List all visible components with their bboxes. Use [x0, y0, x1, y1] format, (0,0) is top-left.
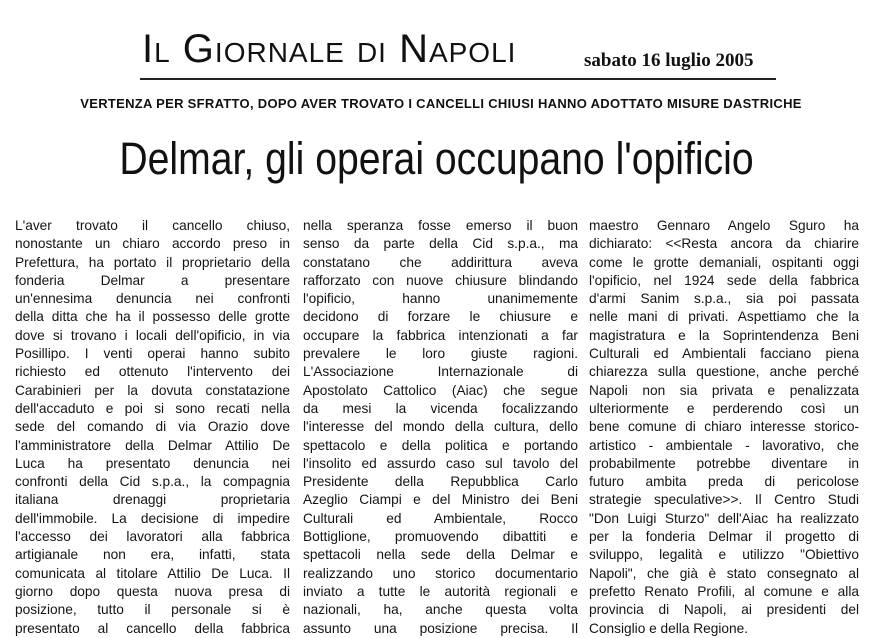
- article-text-line: Presidente della Repubblica Carlo: [303, 474, 578, 490]
- article-text-line: constatano che addirittura aveva: [303, 254, 578, 270]
- article-text-line: prefetto Renato Profili, al comune e alla: [589, 583, 859, 599]
- article-text-line: "Don Luigi Sturzo" dell'Aiac ha realizzato: [589, 510, 859, 526]
- article-text-line: bene comune di chiaro interesse storico-: [589, 419, 859, 435]
- article-text-line: Napoli", che già è stato consegnato al: [589, 565, 859, 581]
- article-text-line: giorno dopo questa nuova presa di: [15, 583, 290, 599]
- article-text-line: comunicata al titolare Attilio De Luca. Il: [15, 565, 290, 581]
- article-text-line: per la fonderia Delmar il progetto di: [589, 529, 859, 545]
- article-text-line: provincia di Napoli, ai presidenti del: [589, 602, 859, 618]
- article-text-line: occupare la fabbrica intenzionati a far: [303, 327, 578, 343]
- article-text-line: nonostante un chiaro accordo preso in: [15, 236, 290, 252]
- article-text-line: confronti della Cid s.p.a., la compagnia: [15, 474, 290, 490]
- article-text-line: Carabinieri per la dovuta constatazione: [15, 382, 290, 398]
- article-text-line: dove si trovano i locali dell'opificio, in via: [15, 327, 290, 343]
- article-text-line: Consiglio e della Regione.: [589, 620, 749, 636]
- article-text-line: l'opificio, nel 1924 sede della fabbrica: [589, 272, 859, 288]
- article-text-line: magistratura e la Soprintendenza Beni: [589, 327, 859, 343]
- article-text-line: L'Associazione Internazionale di: [303, 364, 578, 380]
- article-text-line: Bottiglione, promuovendo dibattiti e: [303, 529, 578, 545]
- article-text-line: ulteriormente e perderendo così un: [589, 400, 859, 416]
- article-text-line: L'aver trovato il cancello chiuso,: [15, 218, 290, 233]
- article-text-line: assunto una posizione precisa. Il: [303, 620, 578, 636]
- article-text-line: maestro Gennaro Angelo Sguro ha: [589, 218, 859, 233]
- article-text-line: rafforzato con nuove chiusure blindando: [303, 272, 578, 288]
- article-text-line: senso da parte della Cid s.p.a., ma: [303, 236, 578, 252]
- article-text-line: l'opificio, hanno unanimemente: [303, 291, 578, 307]
- article-text-line: Napoli non sia privata e penalizzata: [589, 382, 859, 398]
- article-text-line: Culturali ed Ambientali facciano piena: [589, 346, 859, 362]
- article-text-line: chiarezza sulla questione, anche perché: [589, 364, 859, 380]
- article-text-line: Culturali ed Ambientale, Rocco: [303, 510, 578, 526]
- article-text-line: d'armi Sanim s.p.a., sia poi passata: [589, 291, 859, 307]
- article-text-line: Azeglio Ciampi e del Ministro dei Beni: [303, 492, 578, 508]
- article-headline: Delmar, gli operai occupano l'opificio: [119, 133, 754, 184]
- article-text-line: da mesi la vicenda focalizzando: [303, 400, 578, 416]
- article-text-line: sede del comando di via Orazio dove: [15, 419, 290, 435]
- article-text-line: l'insolito ed assurdo caso sul tavolo del: [303, 455, 578, 471]
- article-text-line: probabilmente potrebbe diventare in: [589, 455, 859, 471]
- article-text-line: decidono di forzare le chiusure e: [303, 309, 578, 325]
- article-text-line: italiana drenaggi proprietaria: [15, 492, 290, 508]
- article-text-line: dell'immobile. La decisione di impedire: [15, 510, 290, 526]
- article-text-line: un'ennesima denuncia nei confronti: [15, 291, 290, 307]
- newspaper-masthead: Il Giornale di Napoli: [142, 27, 517, 71]
- article-text-line: spettacolo e della politica e portando: [303, 437, 578, 453]
- article-text-line: nella speranza fosse emerso il buon: [303, 218, 578, 233]
- article-text-line: nelle mani di privati. Aspettiamo che la: [589, 309, 859, 325]
- article-text-line: prevalere le loro giuste ragioni.: [303, 346, 578, 362]
- article-text-line: futuro ambita preda di pericolose: [589, 474, 859, 490]
- masthead-rule: [140, 78, 776, 80]
- article-text-line: fonderia Delmar a presentare: [15, 272, 290, 288]
- article-text-line: inviato a tutte le autorità regionali e: [303, 583, 578, 599]
- article-text-line: l'amministratore della Delmar Attilio De: [15, 437, 290, 453]
- article-text-line: della ditta che ha il possesso delle grotte: [15, 309, 290, 325]
- article-text-line: artistico - ambientale - lavorativo, che: [589, 437, 859, 453]
- publication-date: sabato 16 luglio 2005: [584, 50, 754, 71]
- article-text-line: Prefettura, ha portato il proprietario della: [15, 254, 290, 270]
- article-column-3: [589, 217, 859, 636]
- article-column-1: [15, 217, 290, 636]
- article-text-line: dell'accaduto e poi si sono recati nella: [15, 400, 290, 416]
- article-text-line: dichiarato: <<Resta ancora da chiarire: [589, 236, 859, 252]
- article-text-line: sviluppo, legalità e utilizzo "Obiettivo: [589, 547, 859, 563]
- article-text-line: strategie speculative>>. Il Centro Studi: [589, 492, 859, 508]
- article-text-line: come le grotte demaniali, ospitanti oggi: [589, 254, 859, 270]
- article-text-line: posizione, tutto il personale si è: [15, 602, 290, 618]
- article-text-line: Apostolato Cattolico (Aiac) che segue: [303, 382, 578, 398]
- article-text-line: artigianale non era, infatti, stata: [15, 547, 290, 563]
- article-text-line: Luca ha presentato denuncia nei: [15, 455, 290, 471]
- article-text-line: Posillipo. I venti operai hanno subito: [15, 346, 290, 362]
- article-text-line: spettacoli nella sede della Delmar e: [303, 547, 578, 563]
- article-column-2: [303, 217, 578, 636]
- article-text-line: realizzando uno storico documentario: [303, 565, 578, 581]
- article-text-line: l'accesso dei lavoratori alla fabbrica: [15, 529, 290, 545]
- article-kicker: VERTENZA PER SFRATTO, DOPO AVER TROVATO I CANCELLI CHIUSI HANNO ADOTTATO MISURE DASTRICHE: [80, 96, 802, 111]
- article-text-line: richiesto ed ottenuto l'intervento dei: [15, 364, 290, 380]
- article-text-line: l'interesse del mondo della cultura, dello: [303, 419, 578, 435]
- article-text-line: presentato al cancello della fabbrica: [15, 620, 290, 636]
- article-text-line: nazionali, ha, anche questa volta: [303, 602, 578, 618]
